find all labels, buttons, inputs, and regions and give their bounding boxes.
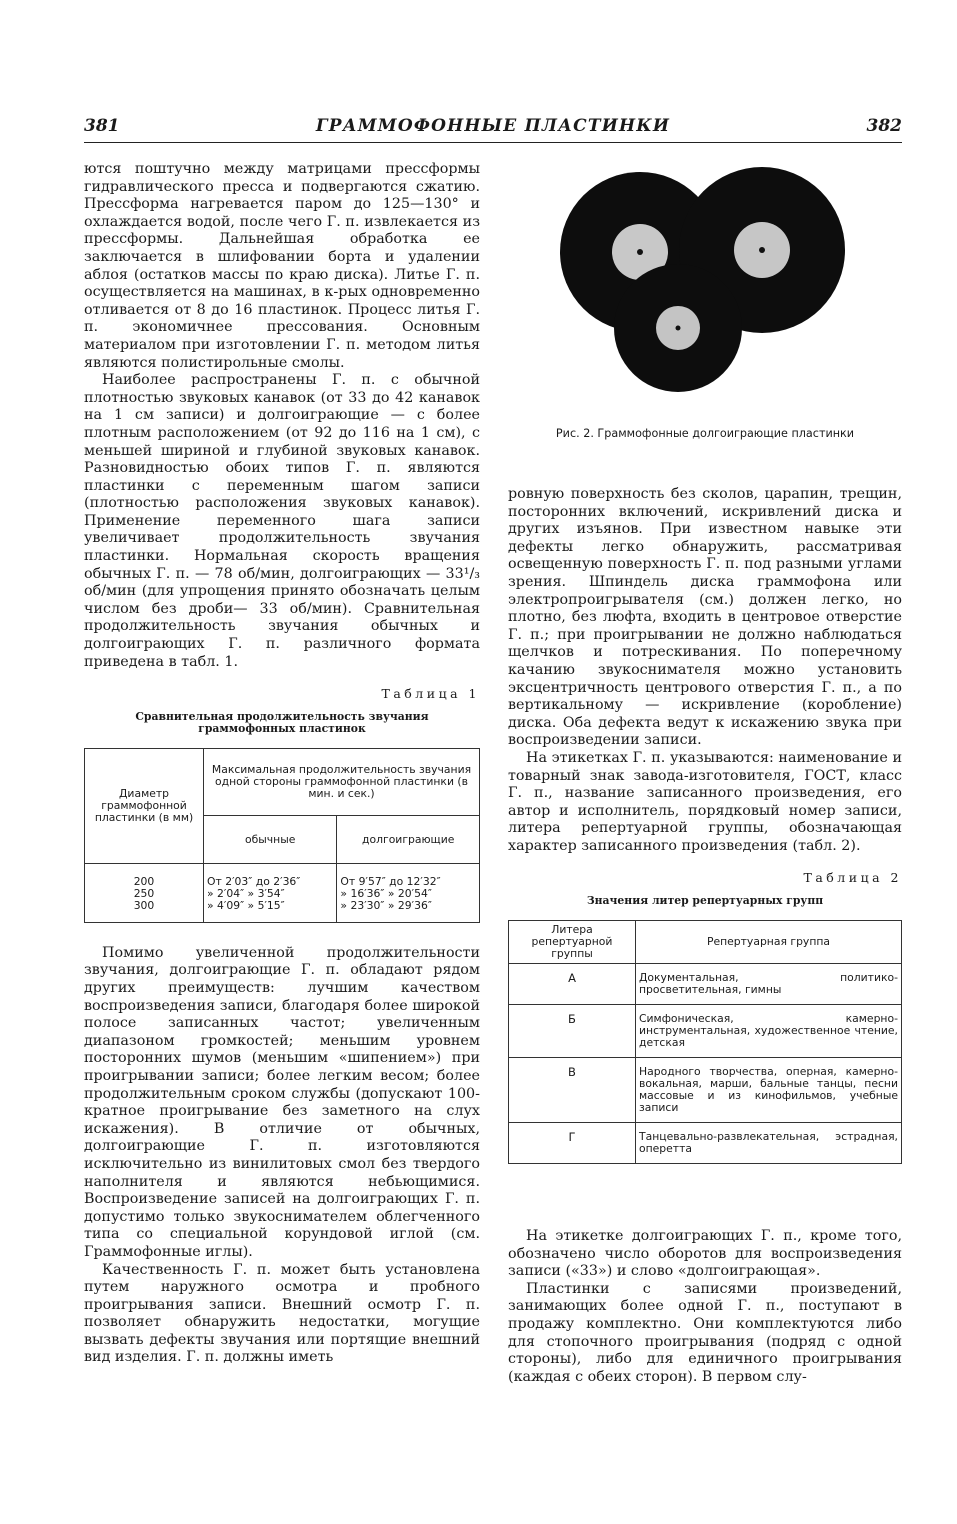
table-cell: Народного творчества, оперная, камерно-вокальная, марши, бальные танцы, песни массовые и из кинофильмов, учебные записи [636,1057,902,1122]
table-cell: Г [509,1122,636,1163]
table-cell: Танцевально-развлекательная, эстрадная, оперетта [636,1122,902,1163]
table-row [509,1122,902,1163]
records-figure [508,150,902,450]
paragraph: Помимо увеличенной продолжительности звучания, долгоиграющие Г. п. обладают рядом других преимуществ: лучшим качеством воспроизведения записи, благодаря более широкой полосе записанных частот; увеличенным диапазоном громкостей; меньшим уровнем посторонних шумов (меньшим «шипением») при проигрывании записи; более легким весом; более продолжительным сроком службы (допускают 100-кратное проигрывание без заметного на слух искажения). В отличие от обычных, долгоиграющие Г. п. изготовляются исключительно из винилитовых смол без твердого наполнителя и являются небьющимися. Воспроизведение записей на долгоиграющих Г. п. допустимо только звукоснимателем облегченного типа со специальной корундовой иглой (см. Граммофонные иглы). [84,944,480,1260]
paragraph: ются поштучно между матрицами прессформы гидравлического пресса и подвергаются сжатию. Прессформа нагревается паром до 125—130° и охлаждается водой, после чего Г. п. извлекается из прессформы. Дальнейшая обработка ее заключается в шлифовании борта и удалении аблоя (остатков массы по краю диска). Литье Г. п. осуществляется на машинах, в к-рых одновременно отливается от 8 до 16 пластинок. Процесс литья Г. п. экономичнее прессования. Основным материалом при изготовлении Г. п. методом литья являются полистирольные смолы. [84,161,480,371]
table1-title: Сравнительная продолжительность звучания граммофонных пластинок [135,709,429,736]
page-header [84,114,902,143]
table-cell: » 2′04″ » 3′54″ [207,886,285,900]
paragraph: Качественность Г. п. может быть установлена путем наружного осмотра и пробного проигрывания записи. Внешний осмотр Г. п. позволяет обнаружить недостатки, могущие вызвать дефекты звучания или портящие внешний вид изделия. Г. п. должны иметь [84,1261,480,1366]
paragraph: На этикетках Г. п. указываются: наименование и товарный знак завода-изготовителя, ГОСТ, класс Г. п., название записанного произведения, его автор и исполнитель, порядковый номер записи, литера репертуарной группы, обозначающая характер записанного произведения (табл. 2). [508,749,902,854]
table-cell: 300 [133,898,155,912]
table-cell: От 9′57″ до 12′32″ [340,874,441,888]
right-column-lower [508,1228,902,1386]
table-cell: В [509,1057,636,1122]
table1-caption: Таблица 1 [381,686,480,702]
table-cell: Документальная, политико-просветительная, гимны [636,963,902,1004]
table1 [84,748,480,923]
right-column [508,486,902,1164]
table-cell: Симфоническая, камерно-инструментальная, художественное чтение, детская [636,1004,902,1057]
table1-diameters [85,863,204,922]
running-title: ГРАММОФОННЫЕ ПЛАСТИНКИ [315,116,671,136]
paragraph: Пластинки с записями произведений, занимающих более одной Г. п., поступают в продажу комплектно. Они комплектуются либо для стопочного проигрывания (подряд с одной стороны), либо для единичного проигрывания (каждая с обеих сторон). В первом слу- [508,1280,902,1385]
table2-title: Значения литер репертуарных групп [586,894,824,908]
page-number-left: 381 [84,116,120,136]
paragraph: На этикетке долгоиграющих Г. п., кроме того, обозначено число оборотов для воспроизведения записи («33») и слово «долгоиграющая». [508,1228,902,1280]
left-column [84,161,480,1367]
table1-header-ordinary: обычные [204,816,337,864]
table-cell: 250 [133,886,155,900]
table-row [509,1057,902,1122]
table1-header-lp: долгоиграющие [337,816,480,864]
paragraph: Наиболее распространены Г. п. с обычной плотностью звуковых канавок (от 33 до 42 канавок на 1 см записи) и долгоиграющие — с более плотным расположением (от 92 до 116 на 1 см), с меньшей шириной и глубиной звуковых канавок. Разновидностью обоих типов Г. п. являются пластинки с переменным шагом записи (плотностью расположения звуковых канавок). Применение переменного шага записи увеличивает продолжительность звучания пластинки. Нормальная скорость вращения обычных Г. п. — 78 об/мин, долгоиграющих — 33¹/₃ об/мин (для упрощения принято обозначать целым числом без дроби— 33 об/мин). Сравнительная продолжительность звучания обычных и долгоиграющих Г. п. различного формата приведена в табл. 1. [84,372,480,670]
table-cell: » 16′36″ » 20′54″ [340,886,432,900]
table-row [509,963,902,1004]
record-disc-lower [614,264,742,392]
table-cell: Б [509,1004,636,1057]
page-number-right: 382 [866,116,902,136]
table-cell: 200 [133,874,155,888]
table-cell: » 4′09″ » 5′15″ [207,898,285,912]
table2 [508,920,902,1164]
table-cell: От 2′03″ до 2′36″ [207,874,301,888]
table2-header-group: Репертуарная группа [636,920,902,963]
table-row [85,863,480,922]
table-row [509,1004,902,1057]
table2-header-letter: Литера репертуарной группы [509,920,636,963]
table-cell: » 23′30″ » 29′36″ [340,898,432,912]
table1-ordinary-values [204,863,337,922]
table1-lp-values [337,863,480,922]
figure-caption: Рис. 2. Граммофонные долгоиграющие пластинки [555,427,855,440]
table2-caption: Таблица 2 [803,870,902,886]
table-cell: А [509,963,636,1004]
table1-header-duration: Максимальная продолжительность звучания одной стороны граммофонной пластинки (в мин. и сек.) [204,748,480,815]
table1-header-diameter: Диаметр граммофонной пластинки (в мм) [85,748,204,863]
paragraph: ровную поверхность без сколов, царапин, трещин, посторонних включений, искривлений диска и других изъянов. При известном навыке эти дефекты легко обнаружить, рассматривая освещенную поверхность Г. п. под разными углами зрения. Шпиндель диска граммофона или электропроигрывателя (см.) должен легко, но плотно, без люфта, входить в центровое отверстие Г. п.; при проигрывании не должно наблюдаться щелчков и потрескивания. По поперечному качанию звукоснимателя можно установить эксцентричность центрового отверстия Г. п., а по вертикальному — искривление (коробление) диска. Оба дефекта ведут к искажению звука при воспроизведении записи. [508,486,902,749]
